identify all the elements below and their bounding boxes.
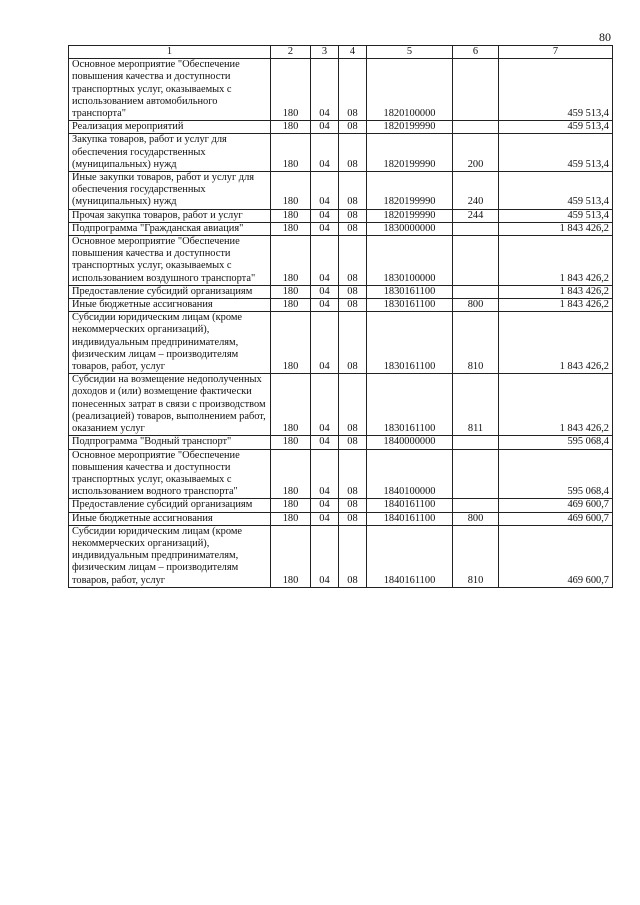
- amount-cell: 459 513,4: [499, 209, 613, 222]
- target-article-cell: 1820100000: [367, 59, 453, 121]
- item-name-cell: Подпрограмма "Гражданская авиация": [69, 222, 271, 235]
- amount-cell: 1 843 426,2: [499, 285, 613, 298]
- subsection-code-cell: 08: [339, 209, 367, 222]
- table-row: [69, 449, 613, 499]
- column-header: 2: [271, 46, 311, 59]
- item-name-cell: Реализация мероприятий: [69, 121, 271, 134]
- admin-code-cell: 180: [271, 209, 311, 222]
- item-name-cell: Закупка товаров, работ и услуг для обеспечения государственных (муниципальных) нужд: [69, 134, 271, 172]
- target-article-cell: 1840100000: [367, 449, 453, 499]
- column-header: 1: [69, 46, 271, 59]
- column-header: 6: [453, 46, 499, 59]
- expense-type-cell: [453, 121, 499, 134]
- amount-cell: 1 843 426,2: [499, 222, 613, 235]
- target-article-cell: 1840161100: [367, 525, 453, 587]
- admin-code-cell: 180: [271, 499, 311, 512]
- admin-code-cell: 180: [271, 525, 311, 587]
- subsection-code-cell: 08: [339, 525, 367, 587]
- table-row: [69, 59, 613, 121]
- item-name-cell: Основное мероприятие "Обеспечение повышения качества и доступности транспортных услуг, оказываемых с использованием автомобильного транспорта": [69, 59, 271, 121]
- table-row: [69, 512, 613, 525]
- subsection-code-cell: 08: [339, 312, 367, 374]
- target-article-cell: 1830161100: [367, 312, 453, 374]
- amount-cell: 459 513,4: [499, 121, 613, 134]
- item-name-cell: Иные бюджетные ассигнования: [69, 512, 271, 525]
- amount-cell: 459 513,4: [499, 134, 613, 172]
- table-row: [69, 525, 613, 587]
- target-article-cell: 1840000000: [367, 436, 453, 449]
- amount-cell: 459 513,4: [499, 172, 613, 210]
- admin-code-cell: 180: [271, 121, 311, 134]
- section-code-cell: 04: [311, 134, 339, 172]
- amount-cell: 1 843 426,2: [499, 312, 613, 374]
- table-row: [69, 299, 613, 312]
- amount-cell: 595 068,4: [499, 436, 613, 449]
- item-name-cell: Основное мероприятие "Обеспечение повышения качества и доступности транспортных услуг, оказываемых с использованием водного транспорта": [69, 449, 271, 499]
- target-article-cell: 1830161100: [367, 299, 453, 312]
- section-code-cell: 04: [311, 512, 339, 525]
- expense-type-cell: 800: [453, 512, 499, 525]
- expense-type-cell: 800: [453, 299, 499, 312]
- expense-type-cell: [453, 59, 499, 121]
- section-code-cell: 04: [311, 59, 339, 121]
- subsection-code-cell: 08: [339, 449, 367, 499]
- table-header-row: [69, 46, 613, 59]
- target-article-cell: 1830000000: [367, 222, 453, 235]
- expense-type-cell: 810: [453, 312, 499, 374]
- target-article-cell: 1830161100: [367, 285, 453, 298]
- item-name-cell: Иные закупки товаров, работ и услуг для обеспечения государственных (муниципальных) нужд: [69, 172, 271, 210]
- target-article-cell: 1840161100: [367, 512, 453, 525]
- admin-code-cell: 180: [271, 222, 311, 235]
- expense-type-cell: [453, 499, 499, 512]
- admin-code-cell: 180: [271, 312, 311, 374]
- amount-cell: 459 513,4: [499, 59, 613, 121]
- target-article-cell: 1820199990: [367, 172, 453, 210]
- amount-cell: 595 068,4: [499, 449, 613, 499]
- section-code-cell: 04: [311, 374, 339, 436]
- section-code-cell: 04: [311, 299, 339, 312]
- target-article-cell: 1830100000: [367, 236, 453, 286]
- admin-code-cell: 180: [271, 449, 311, 499]
- table-row: [69, 209, 613, 222]
- table-row: [69, 172, 613, 210]
- page-number: 80: [599, 30, 611, 44]
- expense-type-cell: [453, 449, 499, 499]
- item-name-cell: Субсидии юридическим лицам (кроме некоммерческих организаций), индивидуальным предпринимателям, физическим лицам – производителям товаров, работ, услуг: [69, 312, 271, 374]
- item-name-cell: Субсидии на возмещение недополученных доходов и (или) возмещение фактически понесенных затрат в связи с производством (реализацией) товаров, выполнением работ, оказанием услуг: [69, 374, 271, 436]
- amount-cell: 1 843 426,2: [499, 299, 613, 312]
- expense-type-cell: 244: [453, 209, 499, 222]
- admin-code-cell: 180: [271, 512, 311, 525]
- table-row: [69, 121, 613, 134]
- target-article-cell: 1820199990: [367, 209, 453, 222]
- target-article-cell: 1840161100: [367, 499, 453, 512]
- subsection-code-cell: 08: [339, 121, 367, 134]
- amount-cell: 469 600,7: [499, 512, 613, 525]
- subsection-code-cell: 08: [339, 285, 367, 298]
- target-article-cell: 1820199990: [367, 121, 453, 134]
- amount-cell: 469 600,7: [499, 525, 613, 587]
- table-row: [69, 222, 613, 235]
- budget-table: [68, 45, 613, 588]
- table-row: [69, 236, 613, 286]
- amount-cell: 1 843 426,2: [499, 374, 613, 436]
- expense-type-cell: [453, 436, 499, 449]
- table-row: [69, 499, 613, 512]
- section-code-cell: 04: [311, 172, 339, 210]
- admin-code-cell: 180: [271, 134, 311, 172]
- admin-code-cell: 180: [271, 374, 311, 436]
- section-code-cell: 04: [311, 449, 339, 499]
- subsection-code-cell: 08: [339, 59, 367, 121]
- subsection-code-cell: 08: [339, 236, 367, 286]
- section-code-cell: 04: [311, 525, 339, 587]
- admin-code-cell: 180: [271, 285, 311, 298]
- subsection-code-cell: 08: [339, 222, 367, 235]
- column-header: 4: [339, 46, 367, 59]
- column-header: 3: [311, 46, 339, 59]
- expense-type-cell: 810: [453, 525, 499, 587]
- admin-code-cell: 180: [271, 299, 311, 312]
- item-name-cell: Предоставление субсидий организациям: [69, 285, 271, 298]
- section-code-cell: 04: [311, 209, 339, 222]
- subsection-code-cell: 08: [339, 512, 367, 525]
- expense-type-cell: [453, 236, 499, 286]
- expense-type-cell: 811: [453, 374, 499, 436]
- section-code-cell: 04: [311, 312, 339, 374]
- section-code-cell: 04: [311, 499, 339, 512]
- section-code-cell: 04: [311, 285, 339, 298]
- table-row: [69, 374, 613, 436]
- expense-type-cell: 200: [453, 134, 499, 172]
- section-code-cell: 04: [311, 222, 339, 235]
- item-name-cell: Иные бюджетные ассигнования: [69, 299, 271, 312]
- subsection-code-cell: 08: [339, 172, 367, 210]
- expense-type-cell: [453, 285, 499, 298]
- item-name-cell: Предоставление субсидий организациям: [69, 499, 271, 512]
- subsection-code-cell: 08: [339, 499, 367, 512]
- section-code-cell: 04: [311, 436, 339, 449]
- section-code-cell: 04: [311, 121, 339, 134]
- subsection-code-cell: 08: [339, 374, 367, 436]
- item-name-cell: Прочая закупка товаров, работ и услуг: [69, 209, 271, 222]
- expense-type-cell: [453, 222, 499, 235]
- table-row: [69, 134, 613, 172]
- item-name-cell: Подпрограмма "Водный транспорт": [69, 436, 271, 449]
- subsection-code-cell: 08: [339, 436, 367, 449]
- amount-cell: 469 600,7: [499, 499, 613, 512]
- section-code-cell: 04: [311, 236, 339, 286]
- table-row: [69, 312, 613, 374]
- admin-code-cell: 180: [271, 436, 311, 449]
- amount-cell: 1 843 426,2: [499, 236, 613, 286]
- table-row: [69, 436, 613, 449]
- table-row: [69, 285, 613, 298]
- admin-code-cell: 180: [271, 59, 311, 121]
- admin-code-cell: 180: [271, 172, 311, 210]
- target-article-cell: 1820199990: [367, 134, 453, 172]
- column-header: 5: [367, 46, 453, 59]
- item-name-cell: Субсидии юридическим лицам (кроме некоммерческих организаций), индивидуальным предпринимателям, физическим лицам – производителям товаров, работ, услуг: [69, 525, 271, 587]
- expense-type-cell: 240: [453, 172, 499, 210]
- subsection-code-cell: 08: [339, 299, 367, 312]
- column-header: 7: [499, 46, 613, 59]
- admin-code-cell: 180: [271, 236, 311, 286]
- item-name-cell: Основное мероприятие "Обеспечение повышения качества и доступности транспортных услуг, оказываемых с использованием воздушного транспорта": [69, 236, 271, 286]
- target-article-cell: 1830161100: [367, 374, 453, 436]
- subsection-code-cell: 08: [339, 134, 367, 172]
